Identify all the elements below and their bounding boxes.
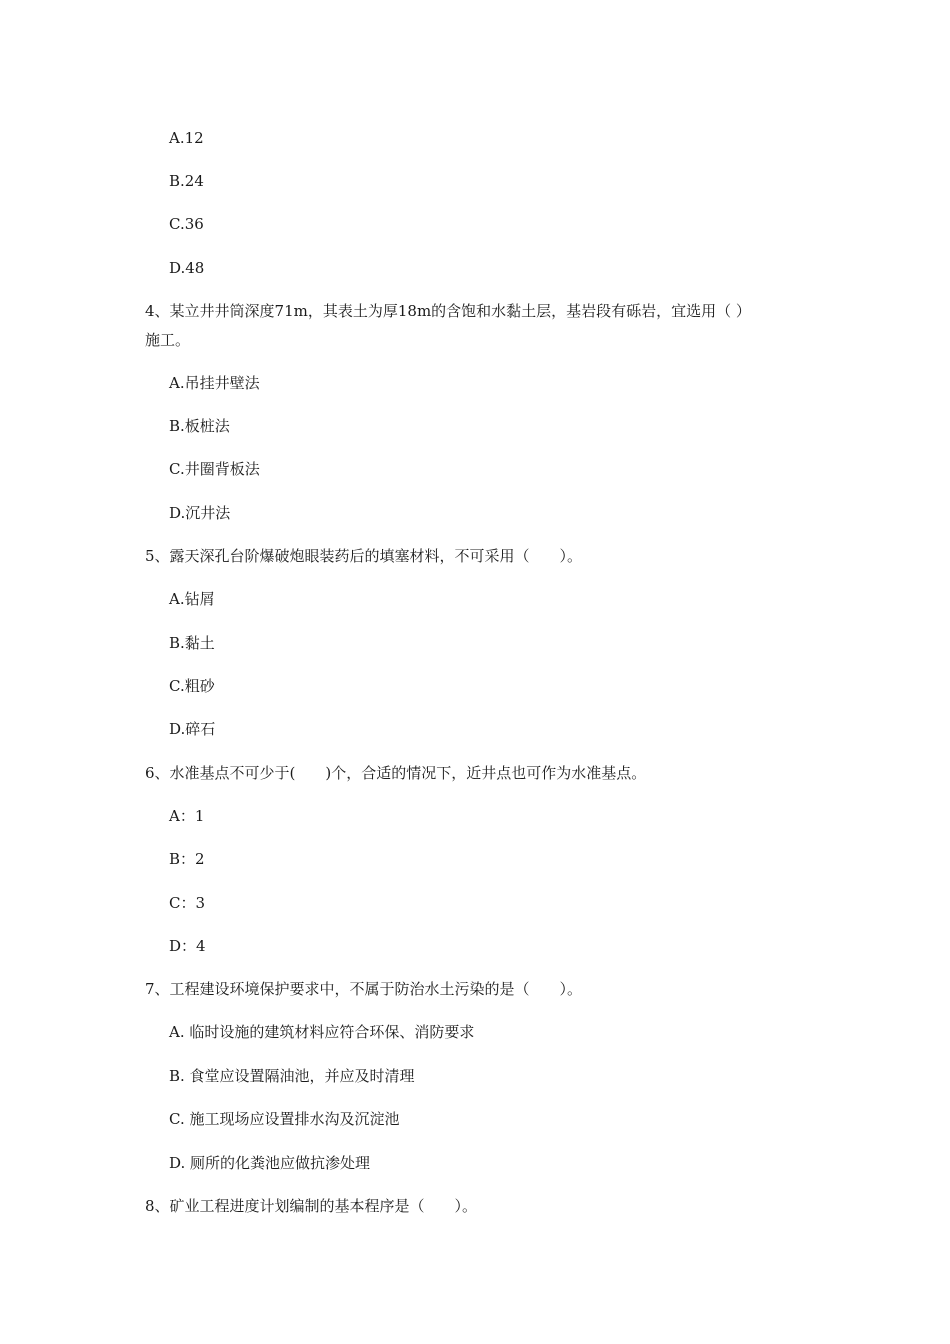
- option-a: A.12: [169, 129, 204, 147]
- option-d: D：4: [169, 937, 206, 955]
- option-c: C. 施工现场应设置排水沟及沉淀池: [169, 1110, 400, 1128]
- option-d: D.碎石: [169, 720, 216, 738]
- question-6-stem: 6、水准基点不可少于( )个，合适的情况下，近井点也可作为水准基点。: [145, 764, 647, 782]
- option-a: A.钻屑: [169, 590, 215, 608]
- option-d: D.沉井法: [169, 504, 231, 522]
- question-7-stem: 7、工程建设环境保护要求中，不属于防治水土污染的是（ ）。: [145, 980, 583, 998]
- option-d: D.48: [169, 259, 205, 277]
- option-a: A：1: [169, 807, 205, 825]
- option-b: B. 食堂应设置隔油池，并应及时清理: [169, 1067, 415, 1085]
- option-b: B.24: [169, 172, 204, 190]
- option-a: A. 临时设施的建筑材料应符合环保、消防要求: [169, 1023, 475, 1041]
- option-c: C.井圈背板法: [169, 460, 260, 478]
- option-b: B.黏土: [169, 634, 215, 652]
- option-c: C.粗砂: [169, 677, 215, 695]
- question-8-stem: 8、矿业工程进度计划编制的基本程序是（ ）。: [145, 1197, 478, 1215]
- question-4-stem-continued: 施工。: [145, 331, 191, 349]
- option-a: A.吊挂井壁法: [169, 374, 260, 392]
- option-c: C：3: [169, 894, 206, 912]
- option-d: D. 厕所的化粪池应做抗渗处理: [169, 1154, 371, 1172]
- option-c: C.36: [169, 215, 204, 233]
- question-4-stem: 4、某立井井筒深度71m，其表土为厚18m的含饱和水黏土层，基岩段有砾岩，宜选用（ ）: [145, 302, 751, 320]
- option-b: B.板桩法: [169, 417, 230, 435]
- question-5-stem: 5、露天深孔台阶爆破炮眼装药后的填塞材料，不可采用（ ）。: [145, 547, 583, 565]
- option-b: B：2: [169, 850, 205, 868]
